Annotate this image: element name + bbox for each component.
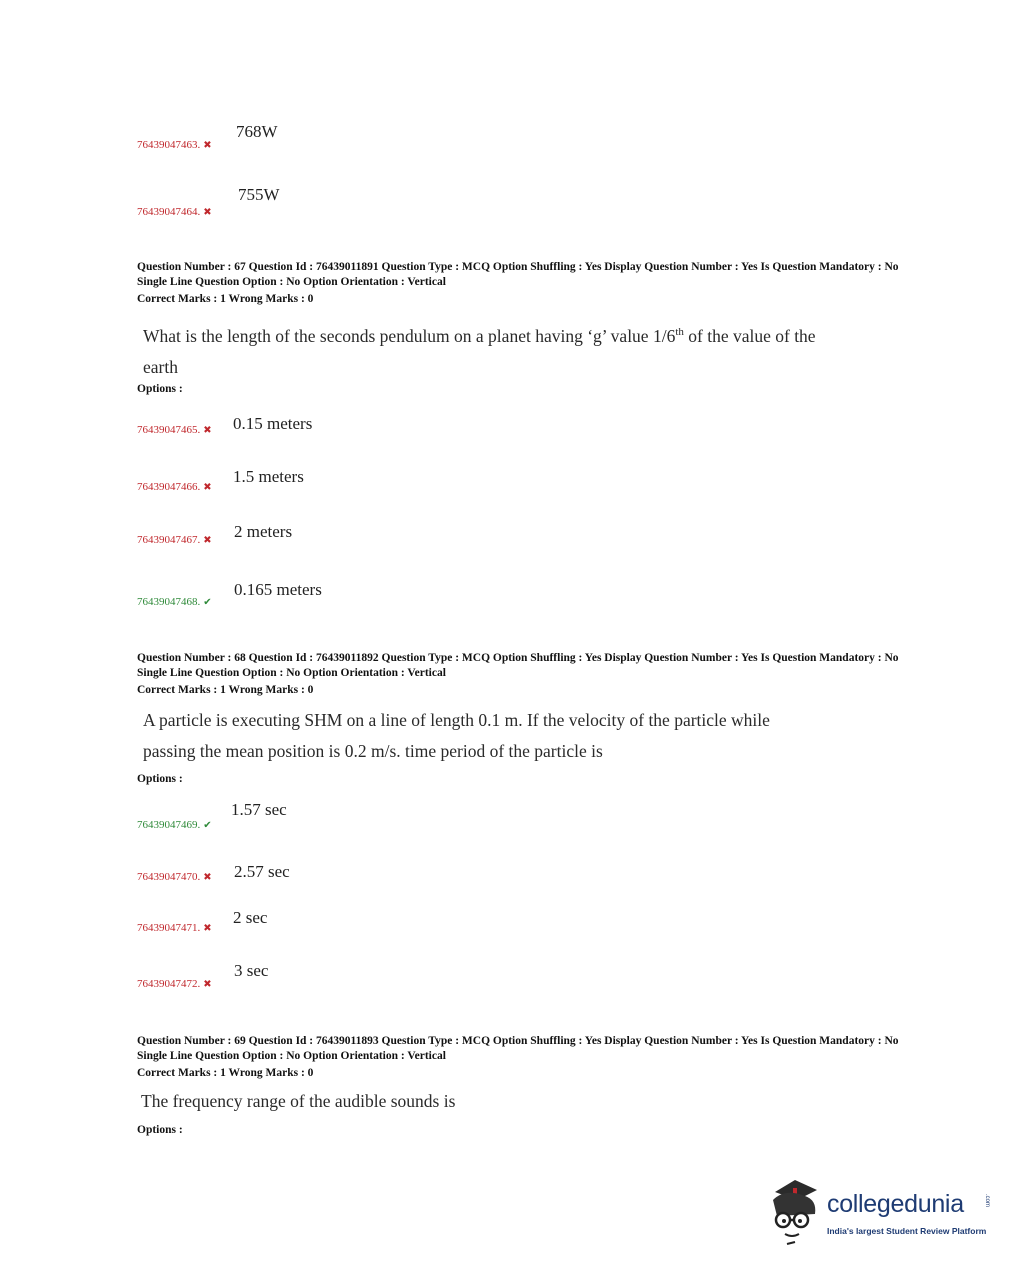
- option-id: 76439047472. ✖: [137, 978, 212, 990]
- options-label: Options :: [137, 773, 183, 785]
- option-id: 76439047467. ✖: [137, 534, 212, 546]
- logo-tagline: India's largest Student Review Platform: [827, 1226, 987, 1236]
- wrong-mark-icon: ✖: [203, 979, 212, 990]
- option-text: 755W: [238, 185, 280, 204]
- wrong-mark-icon: ✖: [203, 140, 212, 151]
- option-id: 76439047469. ✔: [137, 819, 212, 831]
- option-text: 0.165 meters: [234, 580, 322, 599]
- wrong-mark-icon: ✖: [203, 535, 212, 546]
- check-mark-icon: ✔: [203, 820, 212, 831]
- question-marks: Correct Marks : 1 Wrong Marks : 0: [137, 293, 314, 305]
- question-text: A particle is executing SHM on a line of length 0.1 m. If the velocity of the particle while passing the mean position is 0.2 m/s. time period of the particle is: [143, 710, 770, 761]
- option-text: 0.15 meters: [233, 414, 313, 433]
- option-id: 76439047468. ✔: [137, 596, 212, 608]
- collegedunia-logo: [765, 1178, 995, 1248]
- wrong-mark-icon: ✖: [203, 425, 212, 436]
- question-meta: Question Number : 69 Question Id : 76439011893 Question Type : MCQ Option Shuffling : Yes Display Question Number : Yes Is Question Mandatory : No Single Line Question Option : No Option Orientation : Vertical: [137, 1035, 899, 1062]
- wrong-mark-icon: ✖: [203, 482, 212, 493]
- question-marks: Correct Marks : 1 Wrong Marks : 0: [137, 1067, 314, 1079]
- options-label: Options :: [137, 383, 183, 395]
- option-id: 76439047464. ✖: [137, 206, 212, 218]
- question-text: The frequency range of the audible sounds is: [141, 1091, 456, 1111]
- question-meta: Question Number : 67 Question Id : 76439011891 Question Type : MCQ Option Shuffling : Yes Display Question Number : Yes Is Question Mandatory : No Single Line Question Option : No Option Orientation : Vertical: [137, 261, 899, 288]
- question-marks: Correct Marks : 1 Wrong Marks : 0: [137, 684, 314, 696]
- options-label: Options :: [137, 1124, 183, 1136]
- option-id: 76439047463. ✖: [137, 139, 212, 151]
- mascot-icon: [765, 1178, 825, 1248]
- option-text: 1.57 sec: [231, 800, 287, 819]
- option-text: 2.57 sec: [234, 862, 290, 881]
- wrong-mark-icon: ✖: [203, 207, 212, 218]
- option-text: 2 meters: [234, 522, 293, 541]
- option-id: 76439047471. ✖: [137, 922, 212, 934]
- question-text: What is the length of the seconds pendulum on a planet having ‘g’ value 1/6th of the value of the earth: [143, 325, 816, 377]
- option-text: 1.5 meters: [233, 467, 304, 486]
- logo-suffix: .com: [984, 1194, 990, 1208]
- wrong-mark-icon: ✖: [203, 923, 212, 934]
- option-id: 76439047466. ✖: [137, 481, 212, 493]
- option-id: 76439047465. ✖: [137, 424, 212, 436]
- question-meta: Question Number : 68 Question Id : 76439011892 Question Type : MCQ Option Shuffling : Yes Display Question Number : Yes Is Question Mandatory : No Single Line Question Option : No Option Orientation : Vertical: [137, 652, 899, 679]
- option-text: 2 sec: [233, 908, 268, 927]
- check-mark-icon: ✔: [203, 597, 212, 608]
- option-text: 3 sec: [234, 961, 269, 980]
- wrong-mark-icon: ✖: [203, 872, 212, 883]
- logo-wordmark: collegedunia: [827, 1190, 964, 1218]
- option-text: 768W: [236, 122, 278, 141]
- option-id: 76439047470. ✖: [137, 871, 212, 883]
